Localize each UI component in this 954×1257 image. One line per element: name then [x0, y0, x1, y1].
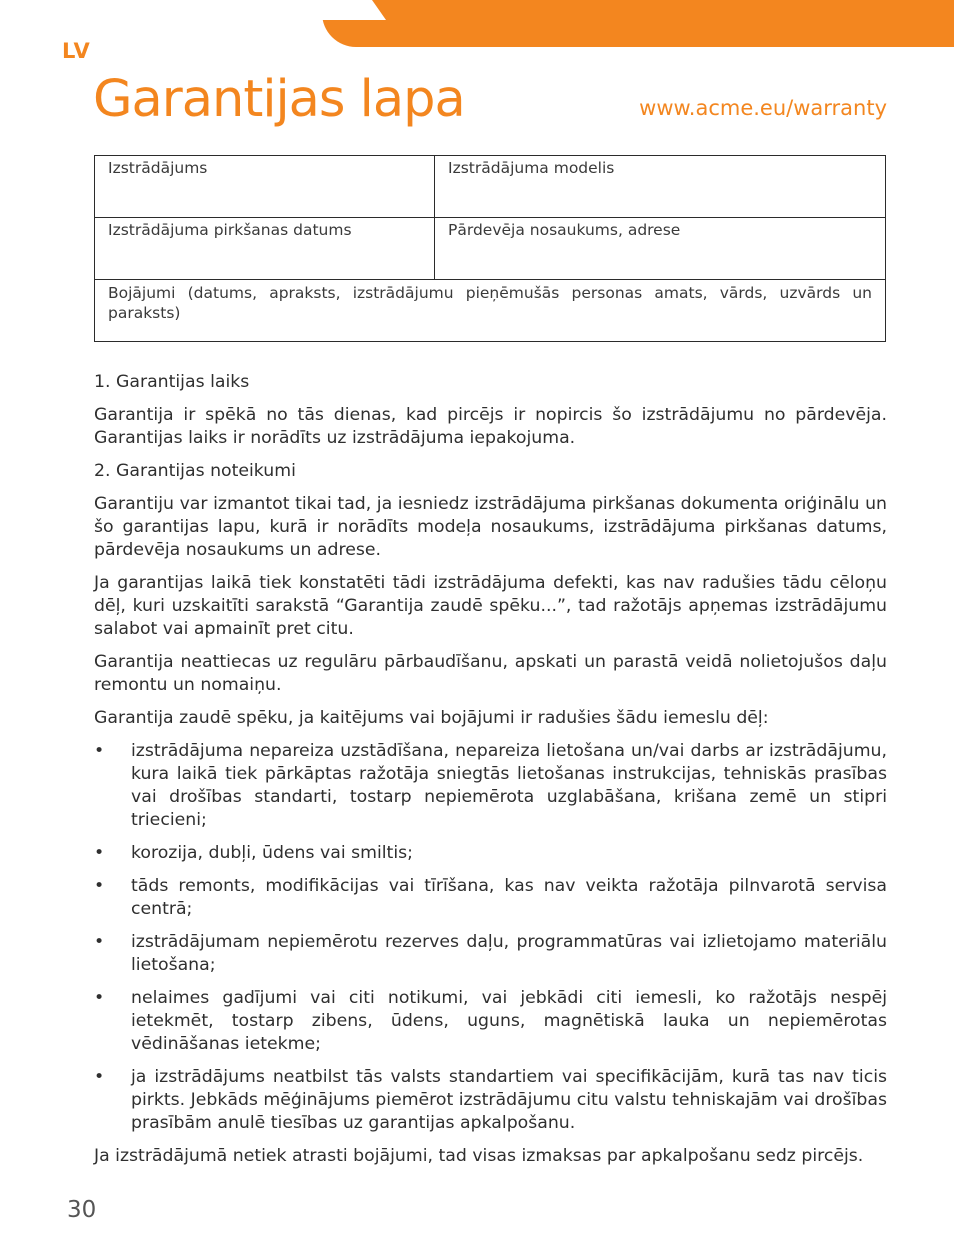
model-field[interactable]: Izstrādājuma modelis	[435, 156, 886, 218]
list-item-text: tāds remonts, modifikācijas vai tīrīšana, kas nav veikta ražotāja pilnvarotā servisa centrā;	[131, 876, 887, 919]
terms-paragraph-final: Ja izstrādājumā netiek atrasti bojājumi, tad visas izmaksas par apkalpošanu sedz pircējs.	[94, 1146, 864, 1166]
language-code: LV	[62, 39, 91, 63]
warranty-terms	[94, 371, 887, 1178]
list-item	[94, 842, 887, 865]
list-item	[94, 987, 887, 1056]
section1-text: Garantija ir spēkā no tās dienas, kad pircējs ir nopircis šo izstrādājumu no pārdevēja. Garantijas laiks ir norādīts uz izstrādājuma iepakojuma.	[94, 405, 887, 448]
table-row	[95, 218, 886, 280]
table-row	[95, 156, 886, 218]
list-item	[94, 875, 887, 921]
terms-paragraph: Ja garantijas laikā tiek konstatēti tādi izstrādājuma defekti, kas nav radušies tādu cēloņu dēļ, kuri uzskaitīti sarakstā “Garantija zaudē spēku...”, tad ražotājs apņemas izstrādājumu salabot vai apmainīt pret citu.	[94, 573, 887, 639]
void-conditions-list	[94, 740, 887, 1135]
section1-heading: 1. Garantijas laiks	[94, 372, 250, 392]
header-orange-tab	[322, 0, 954, 47]
list-item-text: izstrādājuma nepareiza uzstādīšana, nepareiza lietošana un/vai darbs ar izstrādājumu, kura laikā tiek pārkāptas ražotāja sniegtās lietošanas instrukcijas, tehniskās prasības vai drošības standarti, tostarp nepiemērota uzglabāšana, krišana zemē un stipri triecieni;	[131, 741, 887, 830]
bullet-icon: •	[94, 843, 105, 863]
bullet-icon: •	[94, 876, 105, 896]
purchase-date-field[interactable]: Izstrādājuma pirkšanas datums	[95, 218, 435, 280]
page-title: Garantijas lapa	[93, 70, 465, 129]
section2-heading: 2. Garantijas noteikumi	[94, 461, 296, 481]
product-field[interactable]: Izstrādājums	[95, 156, 435, 218]
page-number: 30	[67, 1197, 97, 1223]
terms-paragraph: Garantija zaudē spēku, ja kaitējums vai bojājumi ir radušies šādu iemeslu dēļ:	[94, 708, 769, 728]
warranty-form-table	[94, 155, 886, 342]
bullet-icon: •	[94, 1067, 105, 1087]
list-item-text: izstrādājumam nepiemērotu rezerves daļu, programmatūras vai izlietojamo materiālu lietošana;	[131, 932, 887, 975]
warranty-url-link[interactable]: www.acme.eu/warranty	[639, 96, 887, 120]
damage-field[interactable]: Bojājumi (datums, apraksts, izstrādājumu pieņēmušās personas amats, vārds, uzvārds un paraksts)	[95, 280, 886, 342]
list-item	[94, 931, 887, 977]
seller-field[interactable]: Pārdevēja nosaukums, adrese	[435, 218, 886, 280]
header-tab-cut	[278, 0, 386, 20]
list-item	[94, 1066, 887, 1135]
bullet-icon: •	[94, 932, 105, 952]
terms-paragraph: Garantija neattiecas uz regulāru pārbaudīšanu, apskati un parastā veidā nolietojušos daļu remontu un nomaiņu.	[94, 652, 887, 695]
table-row	[95, 280, 886, 342]
list-item-text: nelaimes gadījumi vai citi notikumi, vai jebkādi citi iemesli, ko ražotājs nespēj ietekmēt, tostarp zibens, ūdens, uguns, magnētiskā lauka un nepiemērotas vēdināšanas ietekme;	[131, 988, 887, 1054]
bullet-icon: •	[94, 988, 105, 1008]
bullet-icon: •	[94, 741, 105, 761]
list-item	[94, 740, 887, 832]
list-item-text: korozija, dubļi, ūdens vai smiltis;	[131, 843, 413, 863]
terms-paragraph: Garantiju var izmantot tikai tad, ja iesniedz izstrādājuma pirkšanas dokumenta oriģinālu un šo garantijas lapu, kurā ir norādīts modeļa nosaukums, izstrādājuma pirkšanas datums, pārdevēja nosaukums un adrese.	[94, 494, 887, 560]
list-item-text: ja izstrādājums neatbilst tās valsts standartiem vai specifikācijām, kurā tas nav ticis pirkts. Jebkāds mēģinājums piemērot izstrādājumu citu valstu tehniskajām vai drošības prasībām anulē tiesības uz garantijas apkalpošanu.	[131, 1067, 887, 1133]
